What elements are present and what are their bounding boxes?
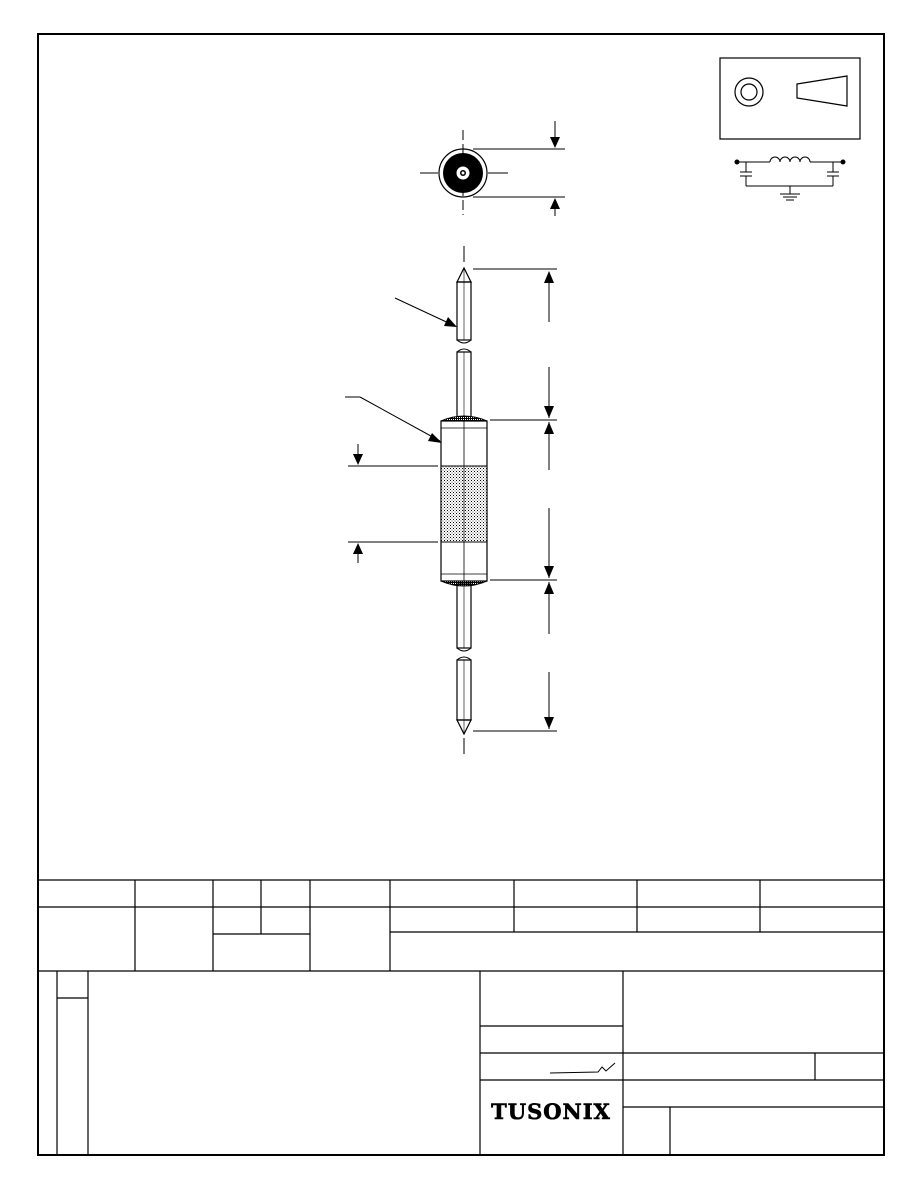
pi-filter-schematic-icon	[735, 157, 845, 200]
sheet-border	[38, 34, 884, 1155]
side-view	[345, 246, 557, 754]
symbol-box	[720, 58, 860, 139]
end-view-icon	[735, 78, 763, 106]
cone-profile-icon	[797, 76, 847, 106]
company-logo	[491, 1099, 611, 1124]
end-view	[420, 121, 565, 216]
revision-table	[38, 880, 884, 971]
company-logo-text: TUSONIX	[491, 1099, 611, 1124]
title-block	[57, 971, 884, 1155]
